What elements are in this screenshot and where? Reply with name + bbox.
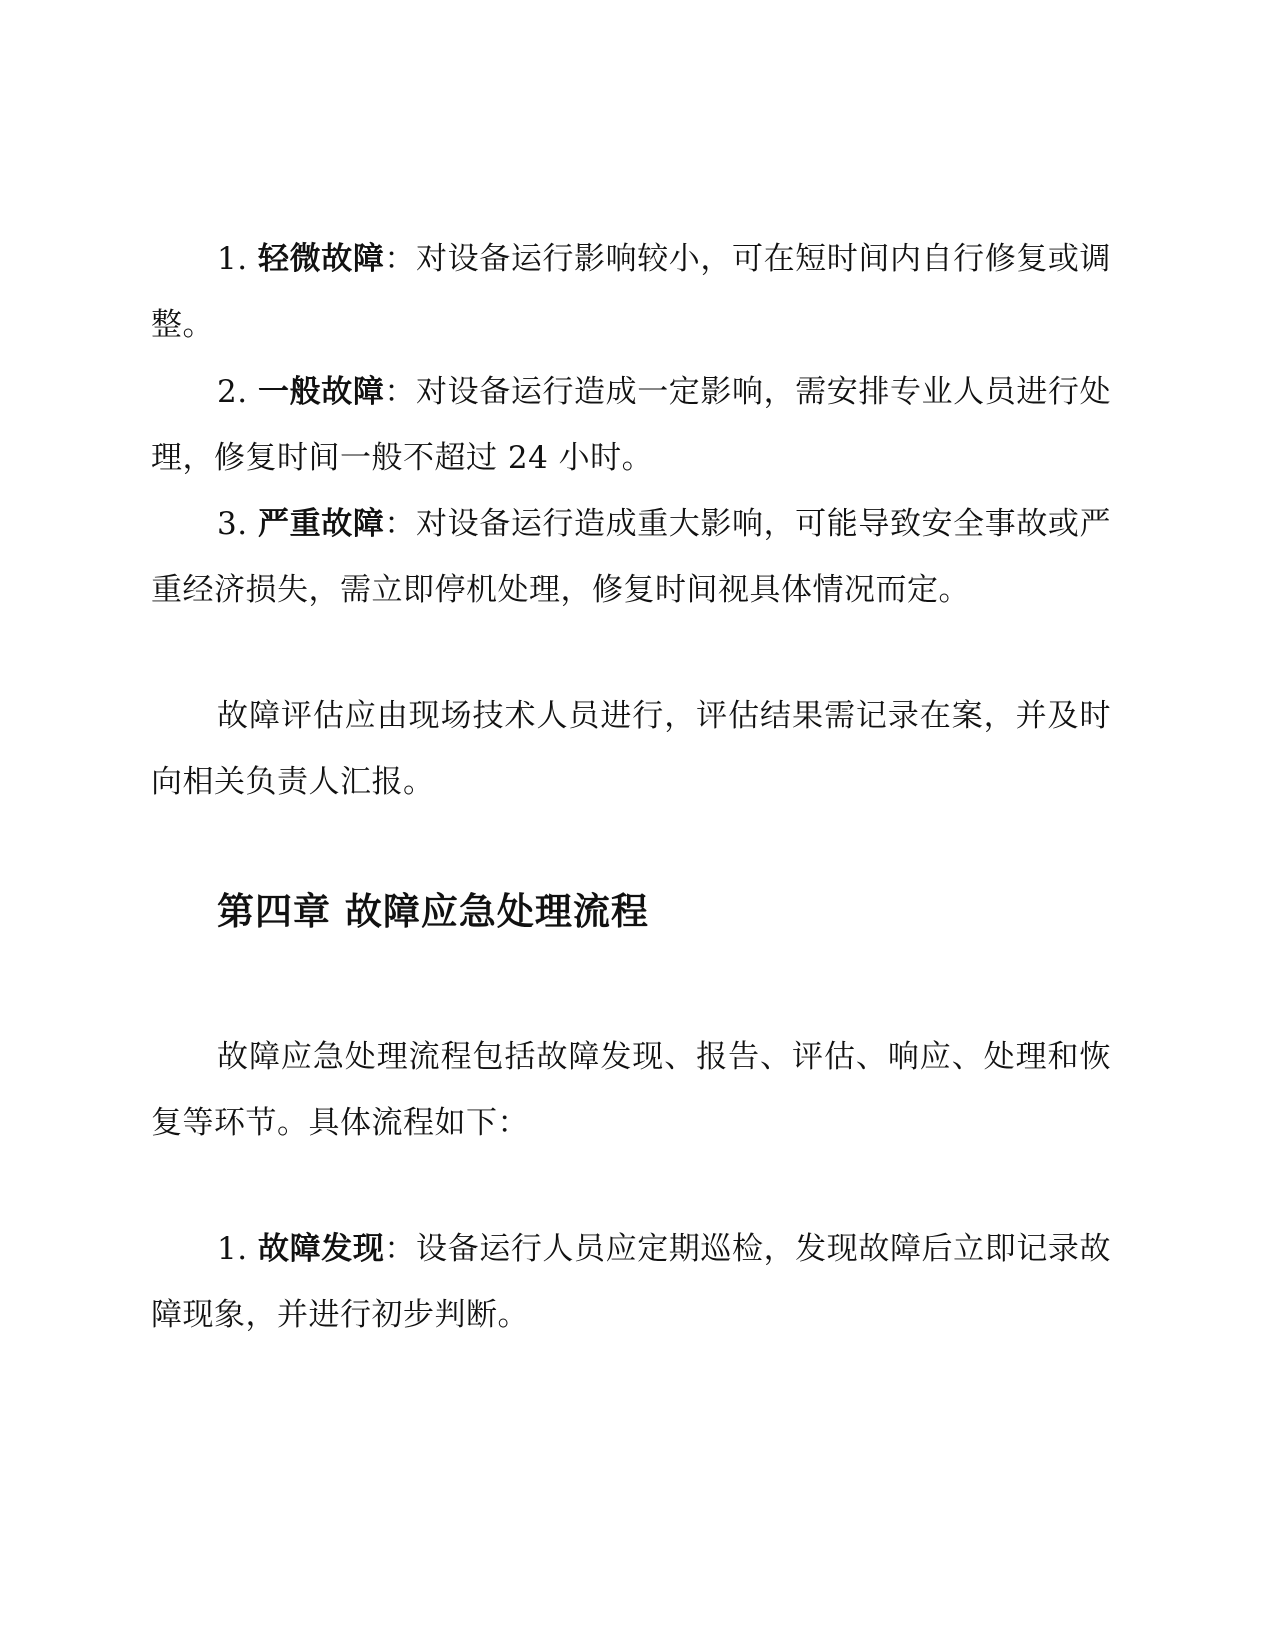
item-number: 2. bbox=[217, 374, 248, 410]
process-step-item-discovery bbox=[151, 1216, 1111, 1348]
item-text: 对设备运行影响较小，可在短时间内自行修复或调整。 bbox=[151, 241, 1112, 343]
chapter-heading: 第四章 故障应急处理流程 bbox=[217, 890, 649, 933]
fault-level-item-general bbox=[151, 359, 1111, 491]
item-number: 3. bbox=[217, 506, 248, 542]
assessment-paragraph: 故障评估应由现场技术人员进行，评估结果需记录在案，并及时向相关负责人汇报。 bbox=[151, 698, 1111, 800]
item-number: 1. bbox=[217, 241, 248, 277]
item-text: 对设备运行造成一定影响，需安排专业人员进行处理，修复时间一般不超过 24 小时。 bbox=[151, 374, 1112, 476]
item-colon: ： bbox=[384, 506, 417, 542]
item-colon: ： bbox=[384, 374, 417, 410]
fault-level-item-severe bbox=[151, 491, 1111, 623]
step-colon: ： bbox=[384, 1231, 417, 1267]
item-text: 对设备运行造成重大影响，可能导致安全事故或严重经济损失，需立即停机处理，修复时间视具体情况而定。 bbox=[151, 506, 1112, 608]
item-title: 一般故障 bbox=[258, 374, 385, 410]
item-title: 严重故障 bbox=[258, 506, 385, 542]
fault-level-item-minor bbox=[151, 226, 1111, 358]
intro-paragraph: 故障应急处理流程包括故障发现、报告、评估、响应、处理和恢复等环节。具体流程如下： bbox=[151, 1039, 1111, 1141]
item-title: 轻微故障 bbox=[258, 241, 385, 277]
step-text: 设备运行人员应定期巡检，发现故障后立即记录故障现象，并进行初步判断。 bbox=[151, 1231, 1112, 1333]
item-colon: ： bbox=[384, 241, 417, 277]
step-title: 故障发现 bbox=[258, 1231, 385, 1267]
step-number: 1. bbox=[217, 1231, 248, 1267]
